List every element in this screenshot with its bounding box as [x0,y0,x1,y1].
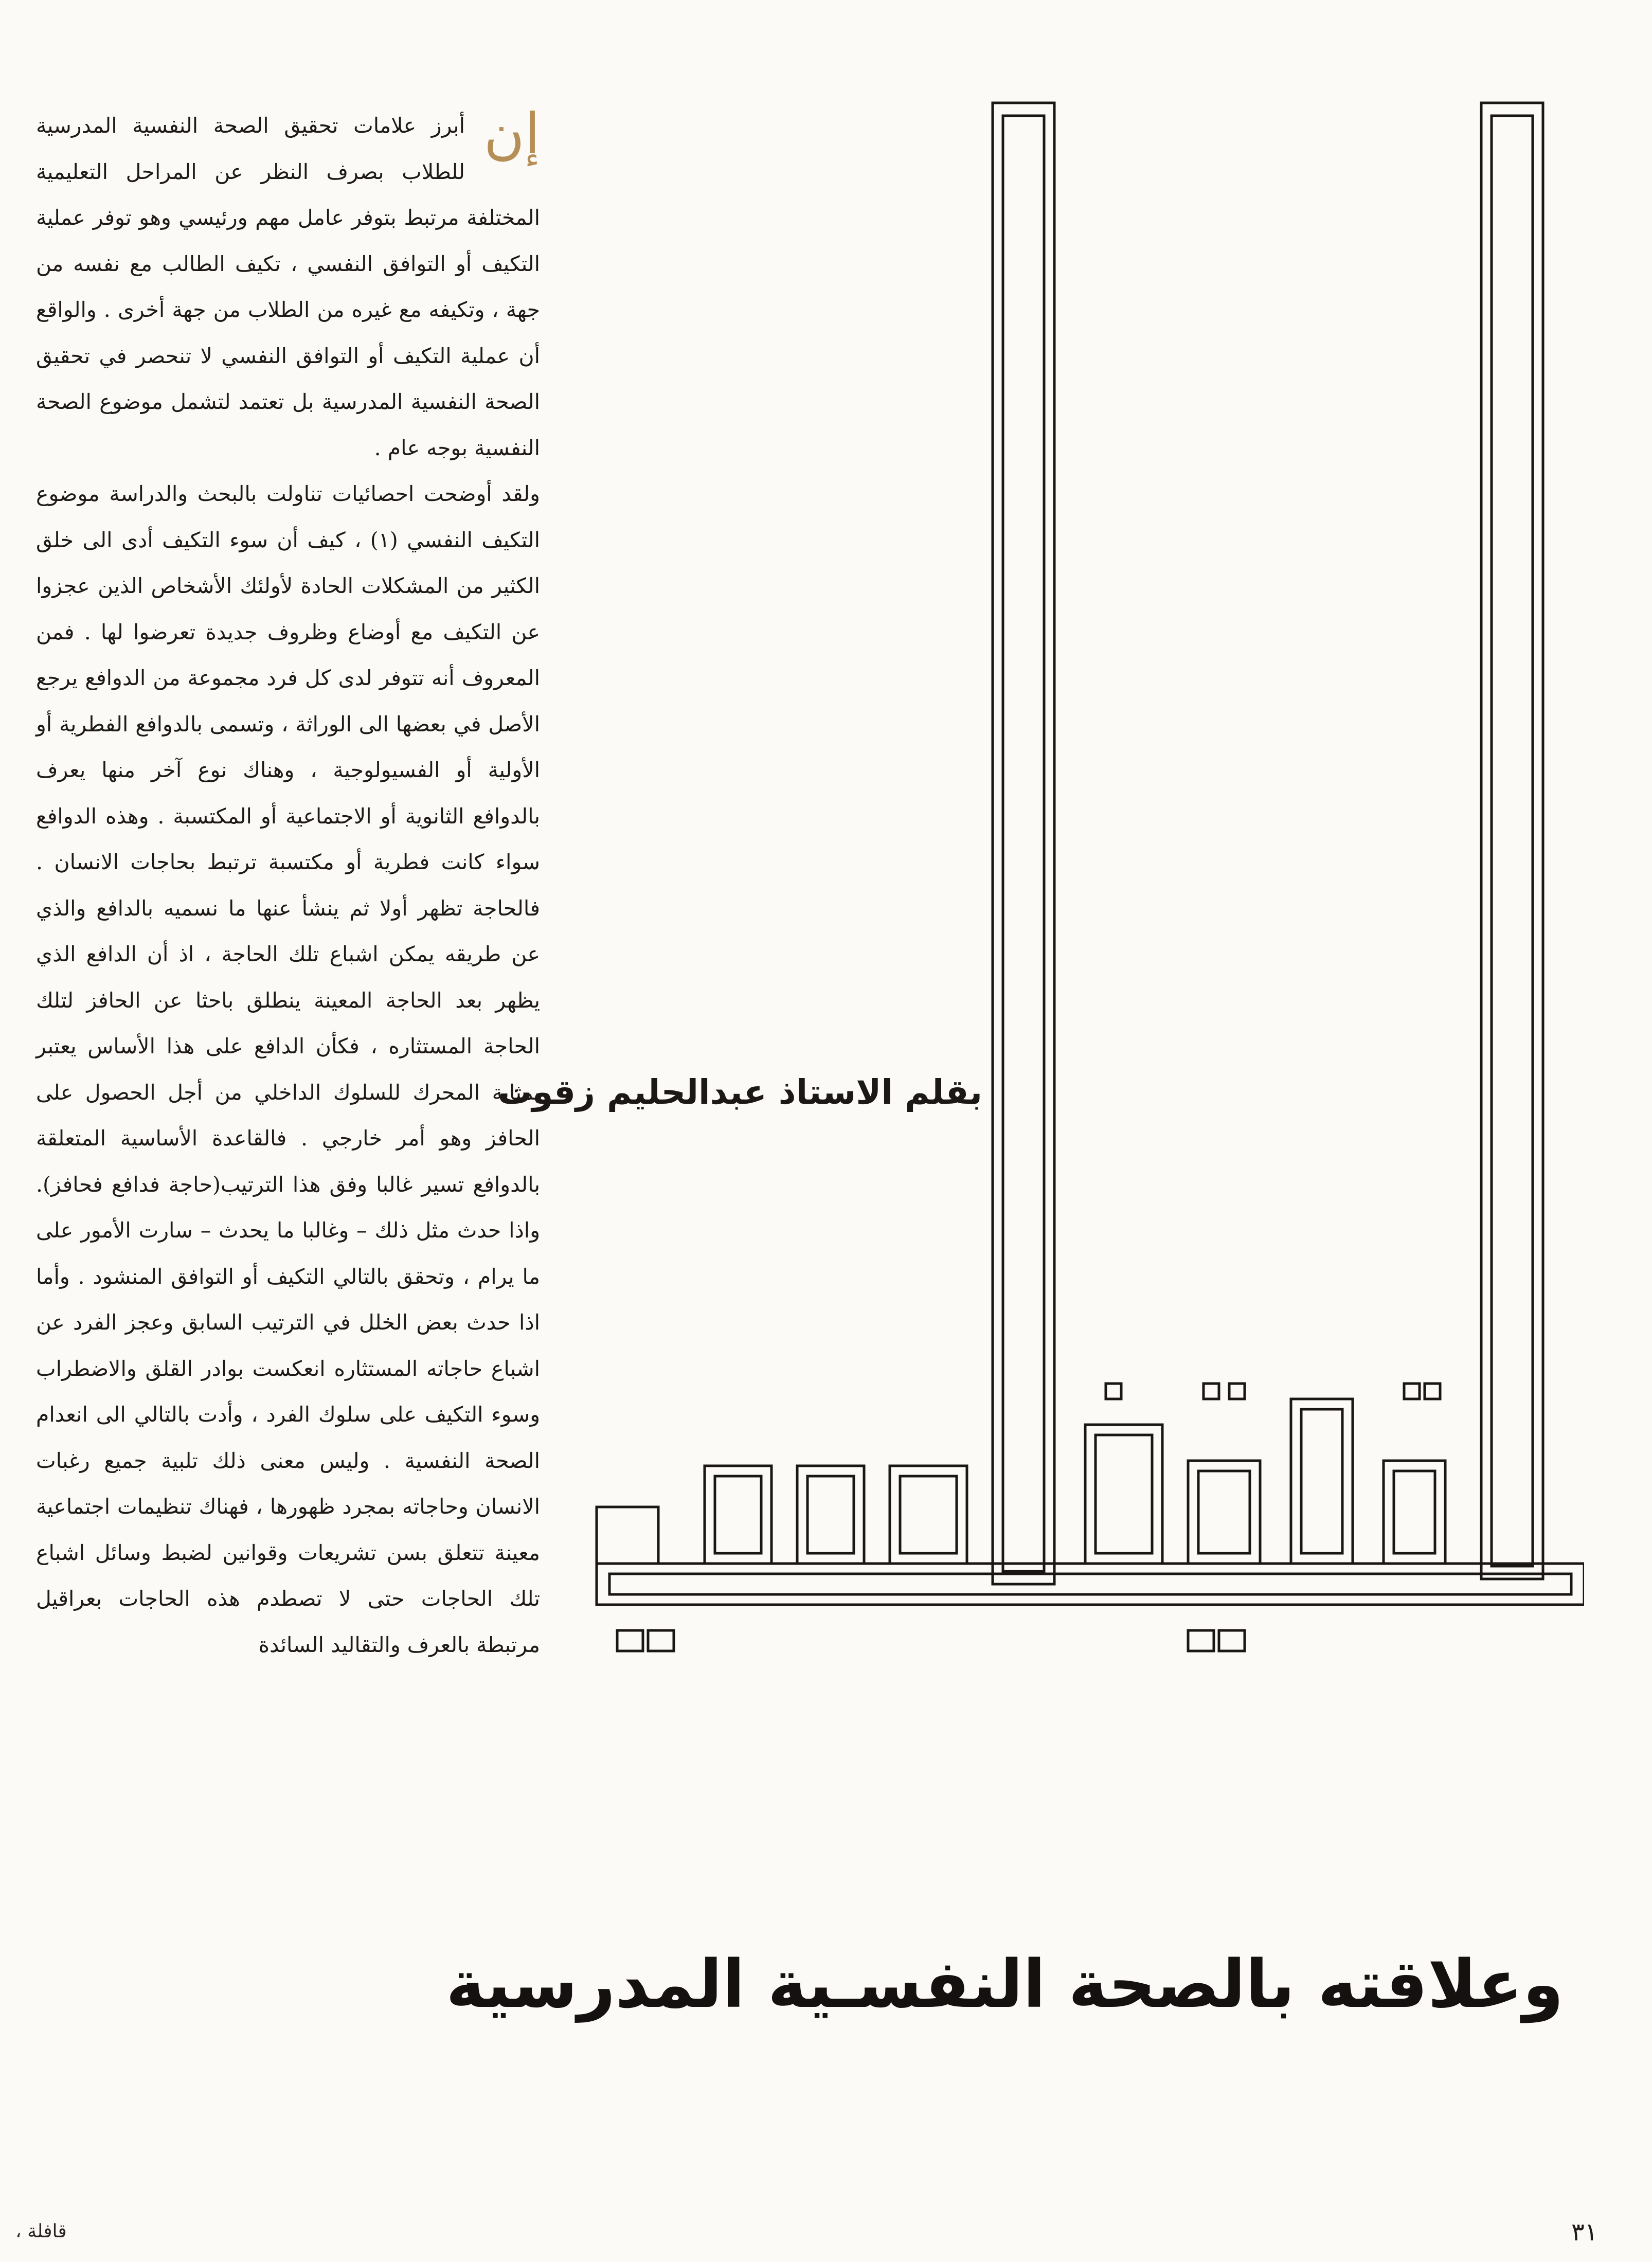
kufic-stroke-20 [715,1476,761,1553]
byline: بقلم الاستاذ عبدالحليم زقوت [498,1072,982,1112]
kufic-dot-6 [1188,1630,1214,1651]
kufic-dot-5 [1425,1384,1440,1399]
kufic-dot-2 [1229,1384,1245,1399]
paragraph-text-1: أبرز علامات تحقيق الصحة النفسية المدرسية للطلاب بصرف النظر عن المراحل التعليمية المختلفة مرتبط بتوفر عامل مهم ورئيسي وهو توفر عملية التكيف أو التوافق النفسي ، تكيف الطالب مع نفسه من جهة ، وتكيفه مع غيره من الطلاب من جهة أخرى . والواقع أن عملية التكيف أو التوافق النفسي لا تنحصر في تحقيق الصحة النفسية المدرسية بل تعتمد لتشمل موضوع الصحة النفسية بوجه عام . [36,113,540,460]
page-number: ٣١ [1571,2218,1598,2247]
kufic-stroke-18 [807,1476,854,1553]
kufic-dot-8 [617,1630,643,1651]
kufic-stroke-4 [1003,116,1044,1571]
kufic-stroke-5 [597,1564,1584,1605]
drop-initial: إن [483,102,540,166]
article-paragraph-1 [36,103,540,471]
kufic-dot-1 [1204,1384,1219,1399]
kufic-stroke-12 [1198,1471,1250,1553]
kufic-title-artwork [581,87,1584,1826]
kufic-dot-9 [648,1630,674,1651]
kufic-stroke-16 [900,1476,957,1553]
paragraph-text-2: ولقد أوضحت احصائيات تناولت بالبحث والدراسة موضوع التكيف النفسي (١) ، كيف أن سوء التكيف أدى الى خلق الكثير من المشكلات الحادة لأولئك الأشخاص الذين عجزوا عن التكيف مع أوضاع وظروف جديدة تعرضوا لها . فمن المعروف أنه تتوفر لدى كل فرد مجموعة من الدوافع يرجع الأصل في بعضها الى الوراثة ، وتسمى بالدوافع الفطرية أو الأولية أو الفسيولوجية ، وهناك نوع آخر منها يعرف بالدوافع الثانوية أو الاجتماعية أو المكتسبة . وهذه الدوافع سواء كانت فطرية أو مكتسبة ترتبط بحاجات الانسان . فالحاجة تظهر أولا ثم ينشأ عنها ما نسميه بالدافع والذي عن طريقه يمكن اشباع تلك الحاجة ، اذ أن الدافع الذي يظهر بعد الحاجة المعينة ينطلق باحثا عن الحافز لتلك الحاجة المستثاره ، فكأن الدافع على هذا الأساس يعتبر بمثابة المحرك للسلوك الداخلي من أجل الحصول على الحافز وهو أمر خارجي . فالقاعدة الأساسية المتعلقة بالدوافع تسير غالبا وفق هذا الترتيب(حاجة فدافع فحافز). واذا حدث مثل ذلك – وغالبا ما يحدث – سارت الأمور على ما يرام ، وتحقق بالتالي التكيف أو التوافق المنشود . وأما اذا حدث بعض الخلل في الترتيب السابق وعجز الفرد عن اشباع حاجاته المستثاره انعكست بوادر القلق والاضطراب وسوء التكيف على سلوك الفرد ، وأدت بالتالي الى انعدام الصحة النفسية . وليس معنى ذلك تلبية جميع رغبات الانسان وحاجاته بمجرد ظهورها ، فهناك تنظيمات اجتماعية معينة تتعلق بسن تشريعات وقوانين لضبط وسائل اشباع تلك الحاجات حتى لا تصطدم هذه الحاجات بعراقيل مرتبطة بالعرف والتقاليد السائدة [36,481,540,1657]
kufic-dot-4 [1404,1384,1420,1399]
magazine-name: قافلة ، [15,2221,67,2242]
kufic-stroke-21 [597,1507,658,1564]
kufic-stroke-14 [1096,1435,1152,1553]
kufic-stroke-8 [1394,1471,1435,1553]
kufic-stroke-6 [609,1574,1571,1594]
kufic-dot-7 [1219,1630,1245,1651]
kufic-dot-3 [1106,1384,1121,1399]
article-column [36,103,540,1668]
article-paragraph-2 [36,471,540,1668]
kufic-stroke-10 [1301,1409,1342,1553]
kufic-stroke-2 [1492,116,1533,1566]
subtitle: وعلاقته بالصحة النفسـية المدرسية [445,1946,1564,2023]
